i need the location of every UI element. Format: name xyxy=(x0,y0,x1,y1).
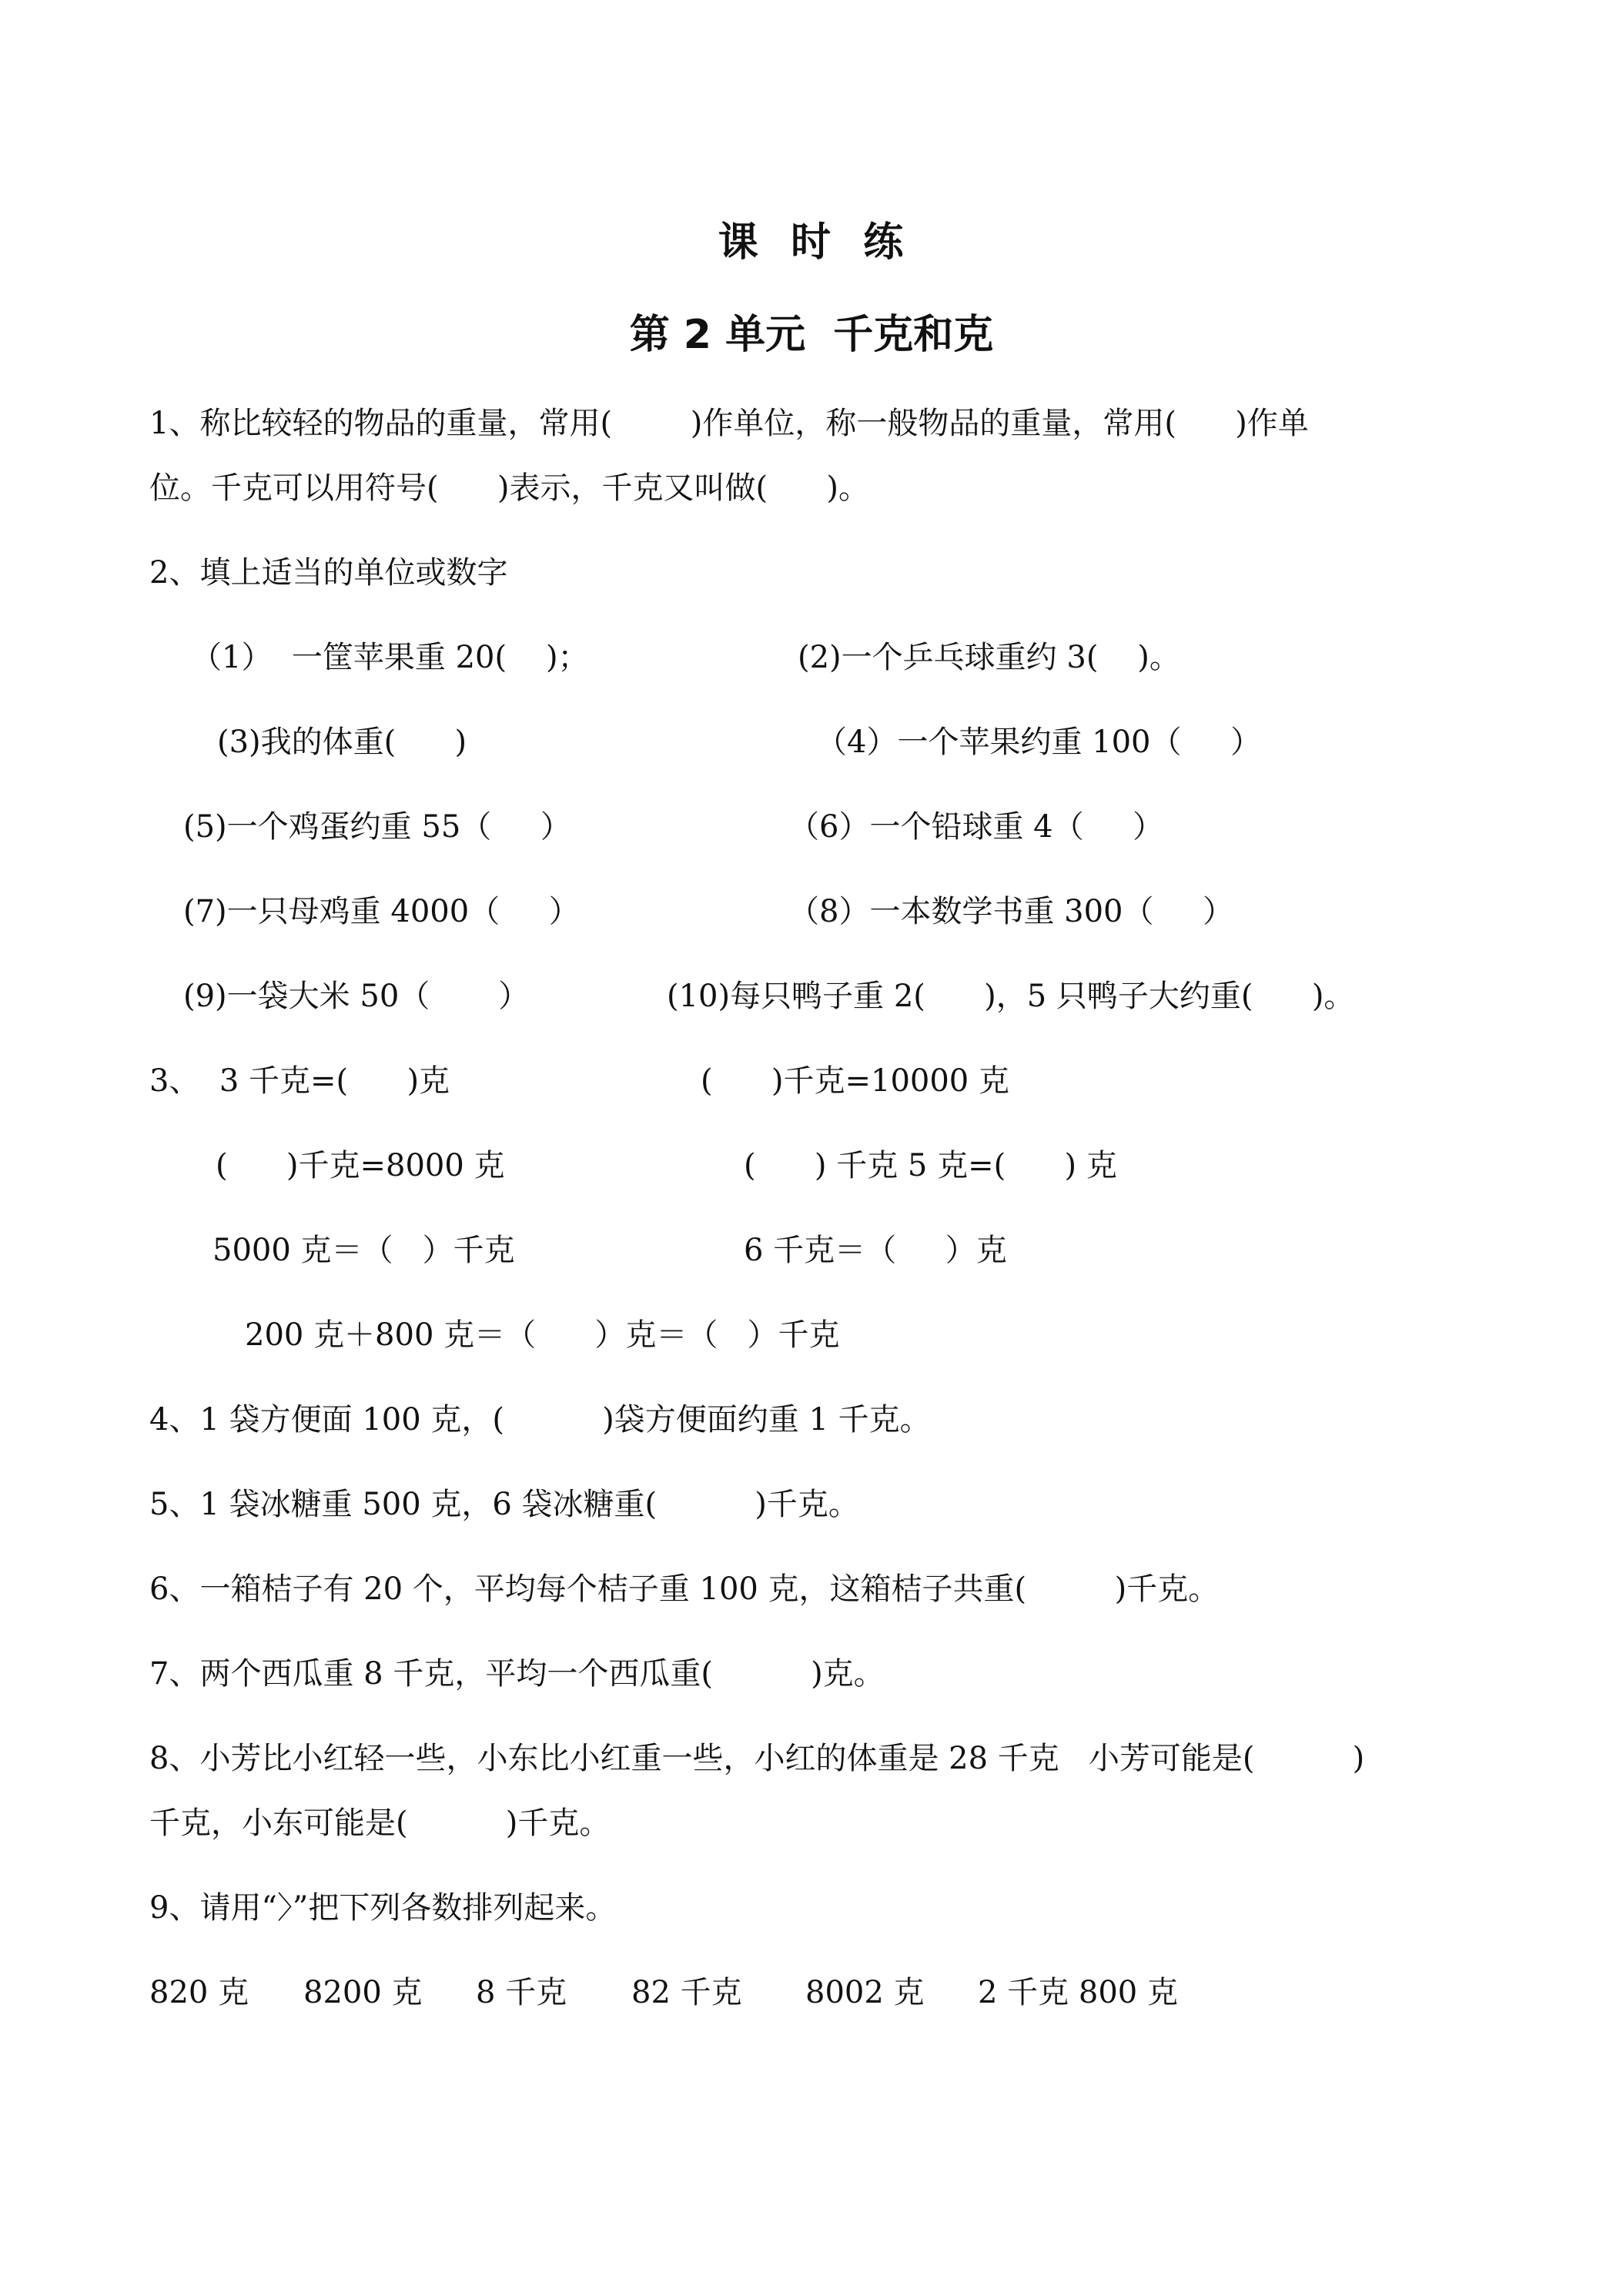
question-2-item-10: (10)每只鸭子重 2( )，5 只鸭子大约重( )。 xyxy=(667,979,1355,1014)
question-9-stem: 9、请用“〉”把下列各数排列起来。 xyxy=(149,1890,617,1926)
question-1-line-1: 1、称比较轻的物品的重量，常用( )作单位，称一般物品的重量，常用( )作单 xyxy=(149,406,1309,441)
question-6: 6、一箱桔子有 20 个，平均每个桔子重 100 克，这箱桔子共重( )千克。 xyxy=(149,1571,1220,1607)
question-9-value-4: 82 千克 xyxy=(631,1975,742,2010)
question-3-item-3: ( )千克=8000 克 xyxy=(216,1148,505,1183)
question-3-item-5: 5000 克＝（ ）千克 xyxy=(212,1233,515,1268)
question-7: 7、两个西瓜重 8 千克，平均一个西瓜重( )克。 xyxy=(149,1656,885,1692)
question-9-value-6: 2 千克 800 克 xyxy=(978,1975,1178,2010)
question-3-item-7: 200 克＋800 克＝（ ）克＝（ ）千克 xyxy=(245,1317,840,1353)
question-9-value-2: 8200 克 xyxy=(303,1975,423,2010)
page-title: 课 时 练 xyxy=(718,219,905,266)
page-subtitle: 第 2 单元 千克和克 xyxy=(629,312,994,358)
question-9-value-5: 8002 克 xyxy=(805,1975,925,2010)
question-8-line-2: 千克，小东可能是( )千克。 xyxy=(149,1806,611,1841)
question-1-line-2: 位。千克可以用符号( )表示，千克又叫做( )。 xyxy=(149,470,869,506)
question-2-item-8: （8）一本数学书重 300（ ） xyxy=(788,894,1234,929)
question-5: 5、1 袋冰糖重 500 克，6 袋冰糖重( )千克。 xyxy=(149,1487,859,1522)
question-2-item-4: （4）一个苹果约重 100（ ） xyxy=(816,725,1262,760)
question-2-item-2: (2)一个乒乓球重约 3( )。 xyxy=(798,640,1180,675)
question-3-item-1: 3、 3 千克=( )克 xyxy=(149,1063,450,1099)
question-9-value-3: 8 千克 xyxy=(476,1975,567,2010)
question-4: 4、1 袋方便面 100 克，( )袋方便面约重 1 千克。 xyxy=(149,1402,931,1438)
question-2-item-6: （6）一个铅球重 4（ ） xyxy=(788,809,1164,845)
question-3-item-4: ( ) 千克 5 克=( ) 克 xyxy=(744,1148,1117,1183)
question-2-item-5: (5)一个鸡蛋约重 55（ ） xyxy=(183,809,571,845)
question-3-item-6: 6 千克＝（ ）克 xyxy=(744,1233,1007,1268)
question-2-item-7: (7)一只母鸡重 4000（ ） xyxy=(183,894,580,929)
question-2-item-3: (3)我的体重( ) xyxy=(217,725,467,760)
question-2-item-9: (9)一袋大米 50（ ） xyxy=(183,979,530,1014)
question-8-line-1: 8、小芳比小红轻一些，小东比小红重一些，小红的体重是 28 千克 小芳可能是( ) xyxy=(149,1741,1365,1776)
question-2-item-1: （1） 一筐苹果重 20( )； xyxy=(191,640,589,675)
question-9-value-1: 820 克 xyxy=(149,1975,249,2010)
question-2-stem: 2、填上适当的单位或数字 xyxy=(149,555,508,591)
question-3-item-2: ( )千克=10000 克 xyxy=(701,1063,1009,1099)
